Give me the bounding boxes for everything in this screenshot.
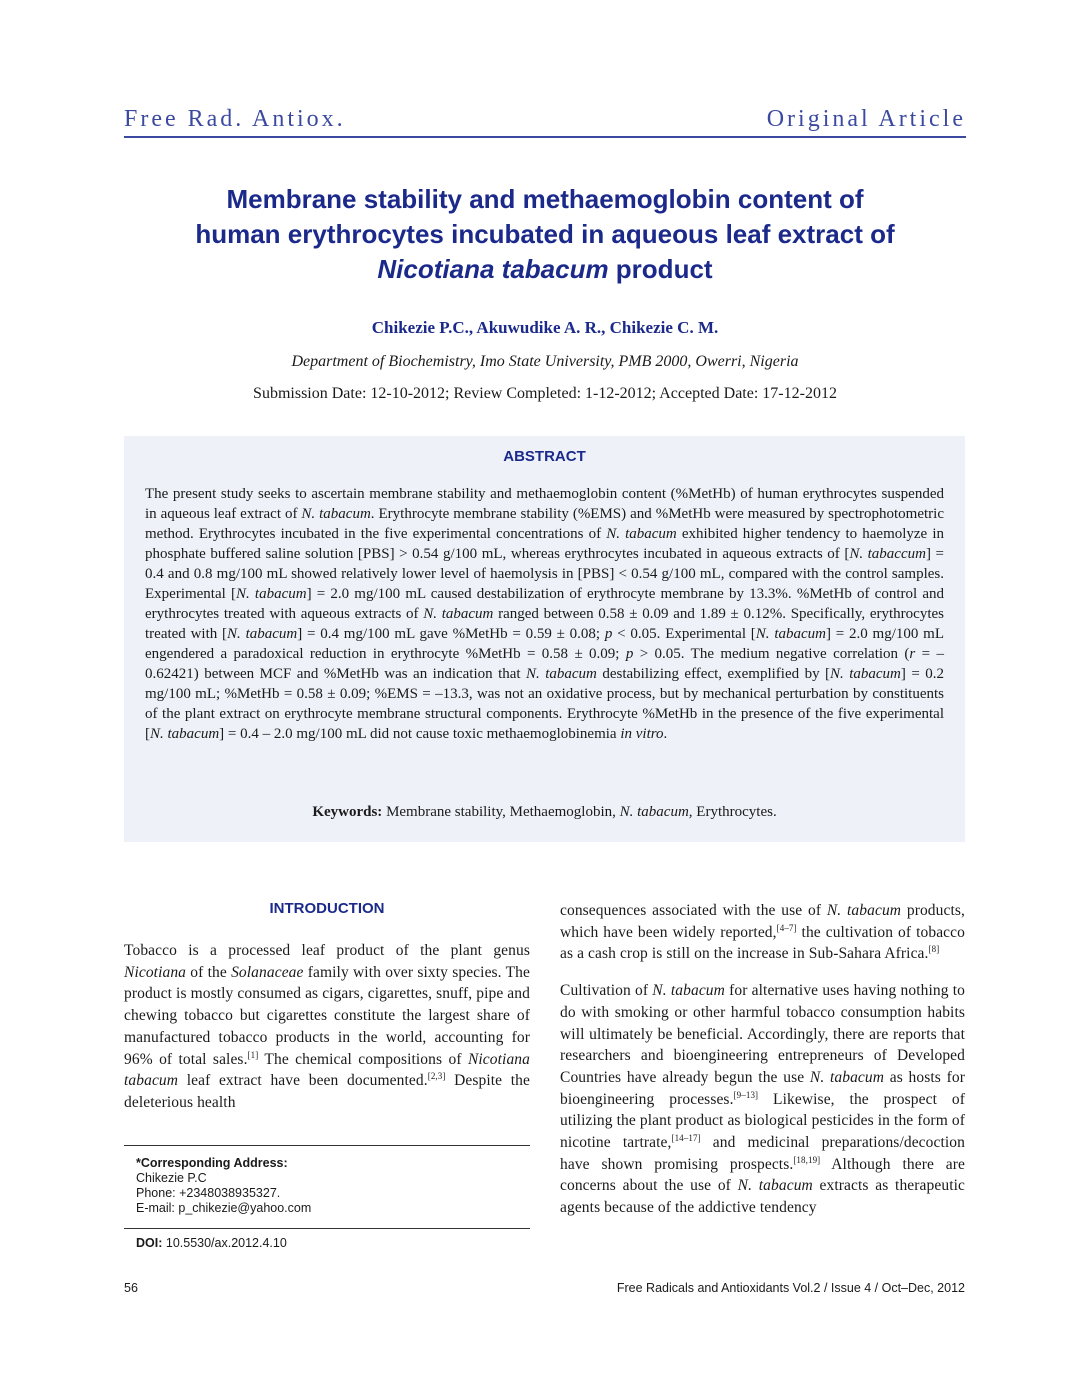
citation-ref[interactable]: [1] [247, 1049, 259, 1060]
page-number: 56 [124, 1281, 138, 1295]
divider [124, 1228, 530, 1229]
title-species: Nicotiana tabacum [377, 254, 609, 284]
introduction-heading: INTRODUCTION [269, 900, 385, 917]
journal-footer: Free Radicals and Antioxidants Vol.2 / Issue 4 / Oct–Dec, 2012 [616, 1281, 965, 1295]
citation-ref[interactable]: [18,19] [793, 1154, 821, 1165]
abstract-text: The present study seeks to ascertain membrane stability and methaemoglobin content (%MetHb) of human erythrocytes suspended in aqueous leaf extract of N. tabacum. Erythrocyte membrane stability (%EMS) and %MetHb were measured by spectrophotometric method. Erythrocytes incubated in the five experimental concentrations of N. tabacum exhibited higher tendency to haemolyze in phosphate buffered saline solution [PBS] > 0.54 g/100 mL, whereas erythrocytes incubated in aqueous extracts of [N. tabaccum] = 0.4 and 0.8 mg/100 mL showed relatively lower level of haemolysis in [PBS] < 0.54 g/100 mL, compared with the control samples. Experimental [N. tabacum] = 2.0 mg/100 mL caused destabilization of erythrocyte membrane by 13.3%. %MetHb of control and erythrocytes treated with aqueous extracts of N. tabacum ranged between 0.58 ± 0.09 and 1.89 ± 0.12%. Specifically, erythrocytes treated with [N. tabacum] = 0.4 mg/100 mL gave %MetHb = 0.59 ± 0.08; p < 0.05. Experimental [N. tabacum] = 2.0 mg/100 mL engendered a paradoxical reduction in erythrocyte %MetHb = 0.58 ± 0.09; p > 0.05. The medium negative correlation (r = –0.62421) between MCF and %MetHb was an indication that N. tabacum destabilizing effect, exemplified by [N. tabacum] = 0.2 mg/100 mL; %MetHb = 0.58 ± 0.09; %EMS = –13.3, was not an oxidative process, but by mechanical perturbation by constituents of the plant extract on erythrocyte membrane structural components. Erythrocyte %MetHb in the presence of the five experimental [N. tabacum] = 0.4 – 2.0 mg/100 mL did not cause toxic methaemoglobinemia in vitro. [145, 486, 945, 742]
submission-dates: Submission Date: 12-10-2012; Review Completed: 1-12-2012; Accepted Date: 17-12-2012 [253, 385, 837, 402]
citation-ref[interactable]: [4–7] [776, 922, 797, 933]
citation-ref[interactable]: [14–17] [671, 1132, 701, 1143]
citation-ref[interactable]: [8] [928, 944, 940, 955]
corresponding-email[interactable]: E-mail: p_chikezie@yahoo.com [136, 1201, 312, 1215]
title-line-1: Membrane stability and methaemoglobin content of [226, 184, 864, 214]
keywords: Keywords: Membrane stability, Methaemoglobin, N. tabacum, Erythrocytes. [312, 804, 777, 820]
title-line-3: Nicotiana tabacum product [377, 254, 713, 284]
citation-ref[interactable]: [9–13] [733, 1089, 759, 1100]
author-list: Chikezie P.C., Akuwudike A. R., Chikezie C. M. [371, 318, 719, 337]
affiliation: Department of Biochemistry, Imo State University, PMB 2000, Owerri, Nigeria [291, 353, 799, 370]
corresponding-phone: Phone: +2348038935327. [136, 1186, 281, 1200]
title-line-2: human erythrocytes incubated in aqueous leaf extract of [195, 219, 895, 249]
corresponding-address-box [124, 1145, 530, 1256]
introduction-paragraph-3: Cultivation of N. tabacum for alternative uses having nothing to do with smoking or other harmful tobacco consumption habits will ultimately be beneficial. Accordingly, there are reports that researchers and bioengineering entrepreneurs of Developed Countries have already begun the use N. tabacum as hosts for bioengineering processes.[9–13] Likewise, the prospect of utilizing the plant product as biological pesticides in the form of nicotine tartrate,[14–17] and medicinal preparations/decoction have shown promising prospects.[18,19] Although there are concerns about the use of N. tabacum extracts as therapeutic agents because of the addictive tendency [560, 982, 966, 1217]
introduction-paragraph-2: consequences associated with the use of N. tabacum products, which have been widely reported,[4–7] the cultivation of tobacco as a cash crop is still on the increase in Sub-Sahara Africa.[8] [560, 902, 965, 963]
abstract-heading: ABSTRACT [503, 448, 586, 465]
corresponding-name: Chikezie P.C [136, 1171, 207, 1185]
corresponding-label: *Corresponding Address: [136, 1156, 288, 1170]
introduction-paragraph-1: Tobacco is a processed leaf product of the plant genus Nicotiana of the Solanaceae family with over sixty species. The product is mostly consumed as cigars, cigarettes, snuff, pipe and chewing tobacco but cigarettes constitute the largest share of manufactured tobacco products in the world, accounting for 96% of total sales.[1] The chemical compositions of Nicotiana tabacum leaf extract have been documented.[2,3] Despite the deleterious health [124, 942, 530, 1111]
article-title [124, 182, 966, 287]
journal-short-name: Free Rad. Antiox. [124, 106, 346, 132]
article-type: Original Article [766, 106, 966, 132]
running-head [124, 104, 966, 138]
doi[interactable]: DOI: 10.5530/ax.2012.4.10 [136, 1236, 287, 1250]
citation-ref[interactable]: [2,3] [427, 1071, 446, 1082]
keywords-label: Keywords: [312, 804, 383, 820]
right-column-text [560, 900, 965, 1219]
abstract-box [124, 436, 965, 842]
